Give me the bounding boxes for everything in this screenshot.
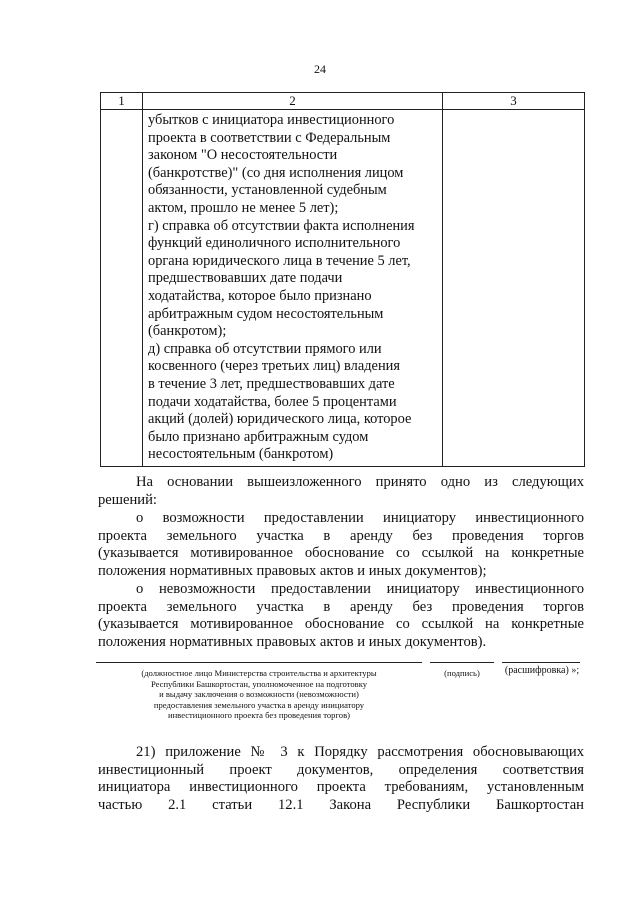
text-line: проекта земельного участка в аренду без проведения торгов — [98, 598, 584, 615]
cell-line: подачи ходатайства, более 5 процентами — [148, 393, 397, 410]
cell-line: ходатайства, которое было признано — [148, 287, 372, 304]
table-header-row — [101, 93, 585, 110]
decode-caption: (расшифровка) »; — [504, 665, 580, 676]
cell-line: в течение 3 лет, предшествовавших дате — [148, 375, 395, 392]
cell-column-3 — [443, 110, 585, 467]
text-line: частью 2.1 статьи 12.1 Закона Республики Башкортостан — [98, 796, 584, 813]
cell-line: (банкротом); — [148, 323, 227, 340]
text-line: о возможности предоставлении инициатору инвестиционного — [136, 510, 584, 526]
appendix-paragraph — [98, 744, 584, 814]
cell-line: несостоятельным (банкротом) — [148, 446, 334, 463]
caption-line: Республики Башкортостан, уполномоченное на подготовку — [150, 678, 368, 689]
option-possible-paragraph — [98, 510, 584, 580]
decision-intro-paragraph — [98, 474, 584, 509]
text-line: На основании вышеизложенного принято одно из следующих — [136, 474, 584, 490]
cell-line: актом, прошло не менее 5 лет); — [148, 199, 339, 216]
cell-line: было признано арбитражным судом — [148, 428, 369, 445]
signature-caption: (подпись) — [444, 668, 480, 678]
cell-line: г) справка об отсутствии факта исполнения — [148, 217, 415, 234]
text-line: (указывается мотивированное обоснование со ссылкой на конкретные — [98, 545, 584, 562]
cell-line: (банкротстве)" (со дня исполнения лицом — [148, 164, 404, 181]
text-line: о невозможности предоставлении инициатору инвестиционного — [136, 581, 584, 597]
text-line: инвестиционный проект документов, определения соответствия — [98, 761, 584, 778]
cell-line: законом "О несостоятельности — [148, 147, 338, 164]
decode-line — [502, 662, 580, 663]
cell-line: арбитражным судом несостоятельным — [148, 305, 384, 322]
option-impossible-paragraph — [98, 581, 584, 651]
text-line: инициатора инвестиционного проекта требованиям, установленным — [98, 779, 584, 796]
column-header-3: 3 — [443, 93, 585, 110]
cell-line: проекта в соответствии с Федеральным — [148, 129, 391, 146]
cell-line: косвенного (через третьих лиц) владения — [148, 358, 400, 375]
official-caption — [96, 668, 422, 721]
cell-line: акций (долей) юридического лица, которое — [148, 411, 412, 428]
cell-line: органа юридического лица в течение 5 лет, — [148, 252, 411, 269]
cell-line: предшествовавших дате подачи — [148, 270, 343, 287]
cell-line: обязанности, установленной судебным — [148, 182, 387, 199]
caption-line: предоставления земельного участка в аренду инициатору — [153, 699, 365, 710]
cell-text — [143, 110, 442, 466]
page-number: 24 — [314, 62, 326, 76]
official-signature-line — [96, 662, 422, 663]
text-line: решений: — [98, 491, 157, 508]
caption-line: и выдачу заключения о возможности (невозможности) — [159, 689, 359, 700]
table-row — [101, 110, 585, 467]
caption-line: инвестиционного проекта без проведения торгов) — [167, 710, 351, 721]
column-header-2: 2 — [143, 93, 443, 110]
text-line: проекта земельного участка в аренду без проведения торгов — [98, 527, 584, 544]
text-line: положения нормативных правовых актов и иных документов); — [98, 562, 487, 579]
column-header-1: 1 — [101, 93, 143, 110]
text-line: положения нормативных правовых актов и иных документов). — [98, 633, 487, 650]
text-line: (указывается мотивированное обоснование со ссылкой на конкретные — [98, 616, 584, 633]
signature-line — [430, 662, 494, 663]
cell-column-2 — [143, 110, 443, 467]
text-line: 21) приложение № 3 к Порядку рассмотрения обосновывающих — [136, 744, 584, 760]
caption-line: (должностное лицо Министерства строительства и архитектуры — [141, 668, 377, 678]
requirements-table — [100, 92, 585, 467]
cell-line: д) справка об отсутствии прямого или — [148, 340, 382, 357]
cell-line: функций единоличного исполнительного — [148, 235, 401, 252]
cell-column-1 — [101, 110, 143, 467]
cell-line: убытков с инициатора инвестиционного — [148, 112, 395, 128]
